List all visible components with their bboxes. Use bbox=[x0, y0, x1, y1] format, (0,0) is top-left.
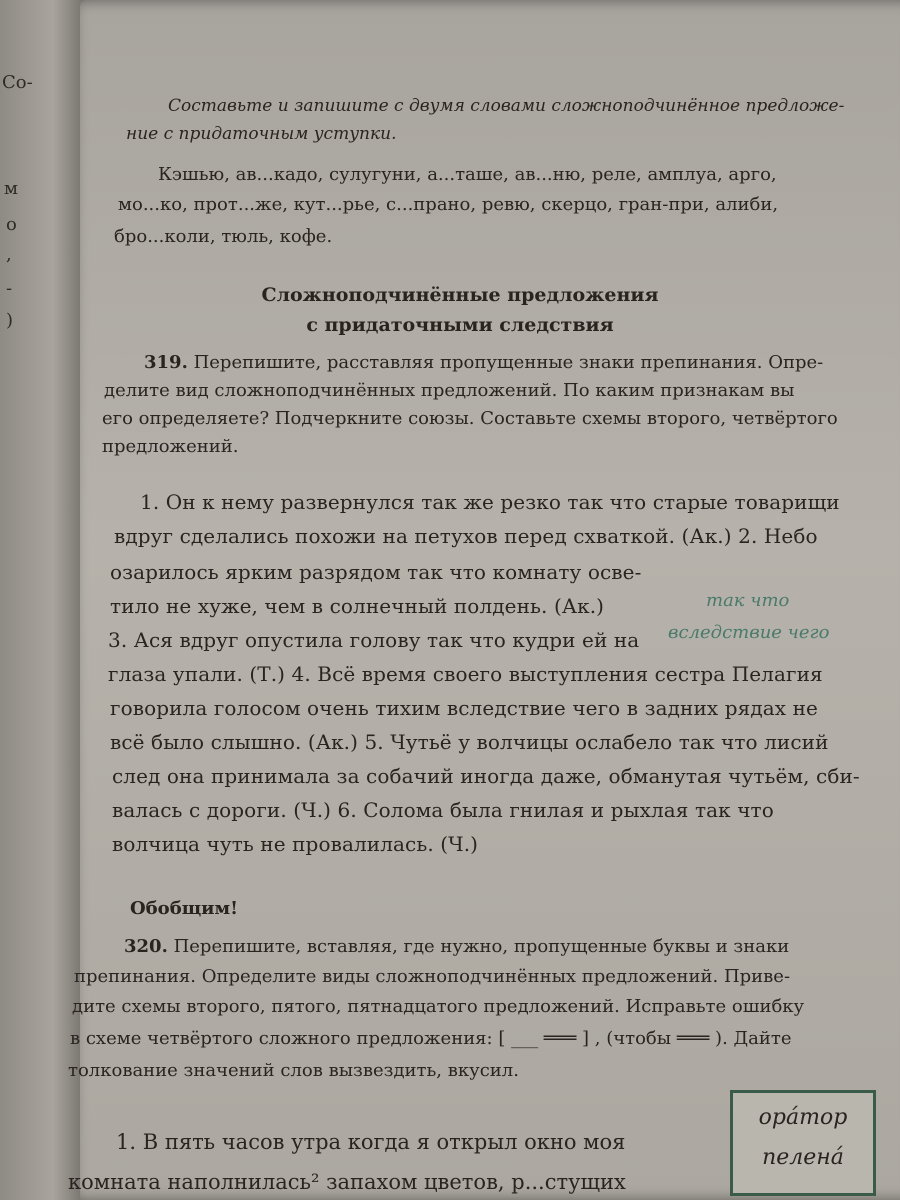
section-title: с придаточными следствия bbox=[306, 314, 614, 336]
left-margin-text: , bbox=[6, 244, 12, 265]
exercise-319-task bbox=[144, 352, 823, 373]
margin-note: вследствие чего bbox=[668, 622, 830, 643]
exercise-text-line: вдруг сделались похожи на петухов перед схваткой. (Ак.) 2. Небо bbox=[114, 524, 818, 548]
exercise-text-line: 3. Ася вдруг опустила голову так что кудри ей на bbox=[108, 628, 640, 652]
exercise-task-line: препинания. Определите виды сложноподчинённых предложений. Приве- bbox=[74, 966, 791, 987]
exercise-task-line: его определяете? Подчеркните союзы. Составьте схемы второго, четвёртого bbox=[102, 408, 838, 429]
exercise-text-line: 1. В пять часов утра когда я открыл окно моя bbox=[116, 1130, 626, 1154]
top-task-line: Составьте и запишите с двумя словами сложноподчинённое предложе- bbox=[168, 96, 845, 116]
top-task-line: ние с придаточным уступки. bbox=[126, 124, 397, 144]
exercise-text-line: озарилось ярким разрядом так что комнату осве- bbox=[110, 560, 642, 584]
top-words-line: бро...коли, тюль, кофе. bbox=[114, 226, 333, 247]
dictionary-box bbox=[730, 1090, 876, 1196]
left-page-edge bbox=[0, 0, 88, 1200]
exercise-number: 319. bbox=[144, 352, 188, 373]
left-margin-text: Со- bbox=[2, 72, 33, 93]
margin-note: так что bbox=[706, 590, 790, 611]
exercise-task-line: в схеме четвёртого сложного предложения: [ ___ ═══ ] , (чтобы ═══ ). Дайте bbox=[70, 1028, 792, 1049]
exercise-task-line: предложений. bbox=[102, 436, 239, 457]
exercise-text-line: след она принимала за собачий иногда даже, обманутая чутьём, сби- bbox=[112, 764, 860, 788]
summary-heading: Обобщим! bbox=[130, 898, 239, 919]
exercise-text-line: валась с дороги. (Ч.) 6. Солома была гнилая и рыхлая так что bbox=[112, 798, 774, 822]
exercise-text-line: 1. Он к нему развернулся так же резко так что старые товарищи bbox=[140, 490, 840, 514]
exercise-text-line: всё было слышно. (Ак.) 5. Чутьё у волчицы ослабело так что лисий bbox=[110, 730, 829, 754]
section-title: Сложноподчинённые предложения bbox=[261, 284, 659, 306]
left-margin-text: о bbox=[6, 214, 17, 235]
exercise-task-line: толкование значений слов вызвездить, вкусил. bbox=[68, 1060, 519, 1081]
exercise-task-line: делите вид сложноподчинённых предложений. По каким признакам вы bbox=[104, 380, 795, 401]
top-words-line: мо...ко, прот...же, кут...рье, с...прано, ревю, скерцо, гран-при, алиби, bbox=[118, 194, 779, 215]
left-margin-text: м bbox=[4, 178, 19, 199]
exercise-320-task bbox=[124, 936, 789, 957]
exercise-text-line: комната наполнилась² запахом цветов, р...стущих bbox=[68, 1170, 626, 1194]
left-margin-text: - bbox=[6, 278, 13, 299]
exercise-number: 320. bbox=[124, 936, 168, 957]
exercise-text-line: глаза упали. (Т.) 4. Всё время своего выступления сестра Пелагия bbox=[108, 662, 823, 686]
exercise-task-line: Перепишите, вставляя, где нужно, пропущенные буквы и знаки bbox=[173, 936, 790, 957]
dictionary-word: ора́тор bbox=[758, 1105, 848, 1130]
exercise-text-line: тило не хуже, чем в солнечный полдень. (Ак.) bbox=[110, 594, 605, 618]
exercise-task-line: Перепишите, расставляя пропущенные знаки препинания. Опре- bbox=[193, 352, 824, 373]
exercise-text-line: волчица чуть не провалилась. (Ч.) bbox=[112, 832, 479, 856]
exercise-text-line: говорила голосом очень тихим вследствие чего в задних рядах не bbox=[110, 696, 818, 720]
exercise-task-line: дите схемы второго, пятого, пятнадцатого предложений. Исправьте ошибку bbox=[72, 996, 805, 1017]
book-page bbox=[68, 0, 900, 1200]
dictionary-word: пелена́ bbox=[762, 1145, 844, 1170]
top-words-line: Кэшью, ав...кадо, сулугуни, а...таше, ав...ню, реле, амплуа, арго, bbox=[158, 164, 777, 185]
left-margin-text: ) bbox=[6, 310, 14, 331]
